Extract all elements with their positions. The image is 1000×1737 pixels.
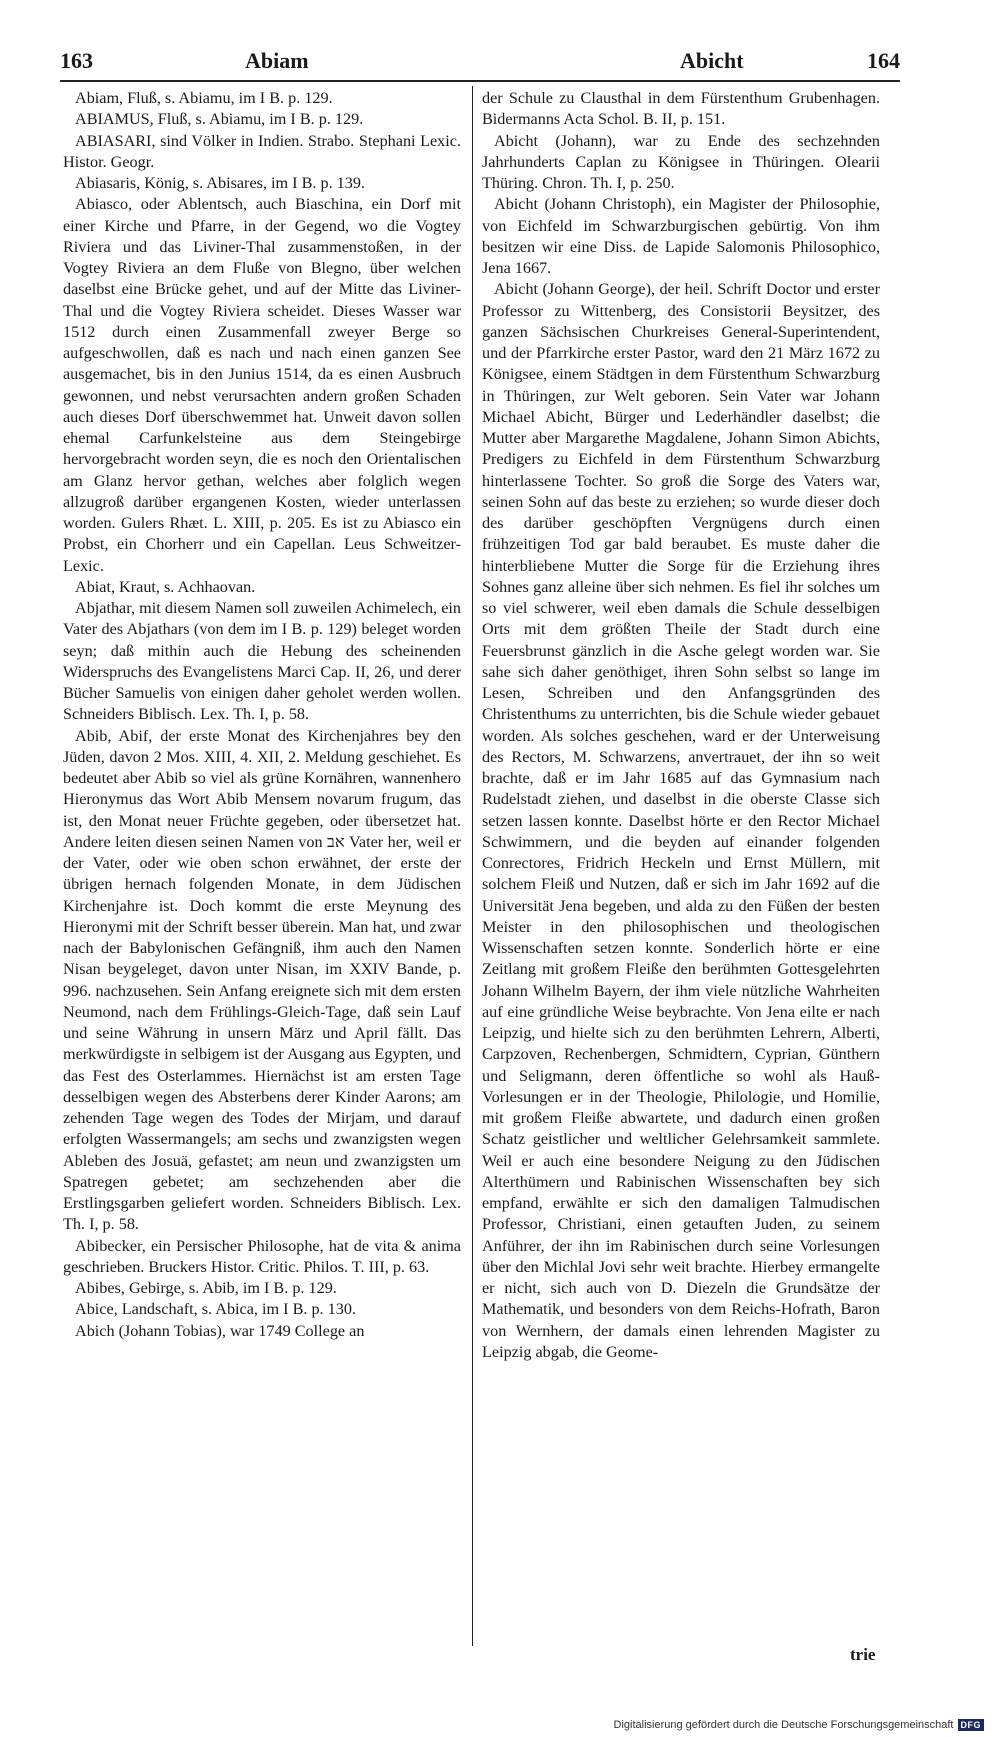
entry-abiasco: Abiasco, oder Ablentsch, auch Biaschina, ein Dorf mit einer Kirche und Pfarre, in der Gegend, wo die Vogtey Riviera und das Liviner-Thal zusammenstoßen, in der Vogtey Riviera an dem Fluße von Blegno, über welchen daselbst eine Brücke gehet, und auf der Mitte das Liviner-Thal und die Vogtey Riviera scheidet. Dieses Wasser war 1512 durch einen Zusammenfall zweyer Berge so aufgeschwollen, daß es nach und nach einen ganzen See ausgemachet, bis in den Junius 1514, da es einen Ausbruch gewonnen, und nebst verursachten andern großen Schaden auch dieses Dorf überschwemmet hat. Unweit davon sollen ehemal Carfunkelsteine aus dem Steingebirge hervorgebracht worden seyn, die es noch den Orientalischen am Glanz hervor gethan, welches aber folglich wegen allzugroß darüber ergangenen Kosten, wieder unterlassen worden. Gulers Rhæt. L. XIII, p. 205. Es ist zu Abiasco ein Probst, ein Chorherr und ein Capellan. Leus Schweitzer-Lexic. bbox=[63, 195, 461, 575]
entry-abib: Abib, Abif, der erste Monat des Kirchenjahres bey den Jüden, davon 2 Mos. XIII, 4. XII, 2. Meldung geschiehet. Es bedeutet aber Abib so viel als grüne Kornähren, wannenhero Hieronymus das Wort Abib Mensem novarum frugum, das ist, den Monat neuer Früchte gegeben, oder übersetzet hat. Andere leiten diesen seinen Namen von אב Vater her, weil er der Vater, oder wie oben schon erwähnet, der erste der übrigen hernach folgenden Monate, in dem Jüdischen Kirchenjahre ist. Doch kommt die erste Meynung des Hieronymi mit der Schrift besser überein. Man hat, und zwar nach der Babylonischen Gefängniß, ihm auch den Namen Nisan beygeleget, davon unter Nisan, im XXIV Bande, p. 996. nachzusehen. Sein Anfang ereignete sich mit dem ersten Neumond, nach dem Frühlings-Gleich-Tage, daß sein Lauf und seine Währung in unsern März und April fällt. Das merkwürdigste in selbigem ist der Ausgang aus Egypten, und das Fest des Osterlammes. Hiernächst ist am ersten Tage desselbigen wegen des Absterbens derer Kinder Aarons; am zehenden Tage wegen des Todes der Mirjam, und darauf erfolgten Wassermangels; am sechs und zwanzigsten wegen Ableben des Josuä, gefastet; am neun und zwanzigsten um Spatregen gebetet; am sechzehenden aber die Erstlingsgarben geliefert worden. Schneiders Biblisch. Lex. Th. I, p. 58. bbox=[63, 726, 461, 1234]
entry-abiasari: ABIASARI, sind Völker in Indien. Strabo. Stephani Lexic. Histor. Geogr. bbox=[63, 131, 461, 171]
right-headword: Abicht bbox=[680, 48, 744, 73]
left-column bbox=[63, 88, 461, 1648]
entry-abiasaris: Abiasaris, König, s. Abisares, im I B. p. 139. bbox=[75, 174, 366, 192]
right-column bbox=[482, 88, 880, 1648]
left-headword: Abiam bbox=[245, 48, 309, 73]
running-header bbox=[60, 48, 900, 78]
entry-abicht-johann-christoph: Abicht (Johann Christoph), ein Magister der Philosophie, von Eichfeld im Schwarzburgischen gebürtig. Von ihm besitzen wir eine Diss. de Lapide Salomonis Philosophico, Jena 1667. bbox=[482, 195, 880, 277]
entry-abicht-johann-george: Abicht (Johann George), der heil. Schrift Doctor und erster Professor zu Wittenberg, des Consistorii Beysitzer, des ganzen Sächsischen Churkreises General-Superintendent, und der Pfarrkirche erster Pastor, ward den 21 März 1672 zu Königsee, einem Städtgen in dem Fürstenthum Schwarzburg in Thüringen, zur Welt geboren. Sein Vater war Johann Michael Abicht, Bürger und Lederhändler daselbst; die Mutter aber Margarethe Magdalene, Johann Simon Abichts, Predigers zu Eichfeld in dem Fürstenthum Schwarzburg hinterlassene Tochter. So groß die Sorge des Vaters war, seinen Sohn auf das beste zu erziehen; so wurde dieser doch des darüber geschöpften Vergnügens durch einen frühzeitigen Tod gar bald beraubet. Es muste daher die hinterbliebene Mutter die Sorge für die Erziehung ihres Sohnes ganz alleine über sich nehmen. Es fiel ihr solches um so viel schwerer, weil eben damals die Schule desselbigen Orts mit dem größten Theile der Stadt durch eine Feuersbrunst gänzlich in die Asche gelegt worden war. Sie sahe sich daher genöthiget, ihren Sohn selbst so lange im Lesen, Schreiben und den Anfangsgründen des Christenthums zu unterrichten, bis die Schule wieder gebauet worden. Als solches geschehen, ward er der Unterweisung des Rectors, M. Schwarzens, anvertrauet, der ihn so weit brachte, daß er im Jahr 1685 auf das Gymnasium nach Rudelstadt ziehen, und daselbst in die oberste Classe sich setzen lassen konnte. Daselbst hörte er den Rector Michael Schwimmern, und die beyden auf einander folgenden Conrectores, Fridrich Heckeln und Ernst Müllern, mit solchem Fleiß und Nutzen, daß er sich im Jahr 1692 auf die Universität Jena begeben, und alda zu den Füßen der besten Meister in den philosophischen und theologischen Wissenschaften setzen konnte. Sonderlich hörte er eine Zeitlang mit großem Fleiße den berühmten Gottesgelehrten Johann Wilhelm Bayern, der ihm viele nützliche Wahrheiten auf eine gründliche Weise beybrachte. Von Jena eilte er nach Leipzig, und hielte sich zu den berühmten Lehrern, Alberti, Carpzoven, Rechenbergen, Schmidtern, Cyprian, Günthern und Seligmann, deren öffentliche so wohl als Hauß-Vorlesungen er in der Theologie, Philologie, und Homilie, mit großem Fleiße abwartete, und dadurch einen großen Schatz geistlicher und weltlicher Gelehrsamkeit sammlete. Weil er auch eine besondere Neigung zu den Jüdischen Alterthümern und Rabinischen Wissenschaften bey sich empfand, erwählte er sich den damaligen Talmudischen Professor, Christiani, einen getauften Juden, zu seinem Anführer, der ihn im Rabinischen durch seine Vorlesungen über den Michlal Jovi sehr weit brachte. Hierbey ermangelte er nicht, sich auch von D. Diezeln die Grundsätze der Mathematik, und besonders von dem Reichs-Hofrath, Baron von Wernhern, der damals einen lehrenden Magister zu Leipzig abgab, die Geome- bbox=[482, 280, 880, 1361]
entry-abich-johann-tobias: Abich (Johann Tobias), war 1749 College an bbox=[75, 1321, 365, 1340]
left-page-number: 163 bbox=[60, 48, 93, 73]
entry-abjathar: Abjathar, mit diesem Namen soll zuweilen Achimelech, ein Vater des Abjathars (von dem im I B. p. 129) beleget worden seyn; daß mithin auch die Hebung des scheinenden Widerspruchs des Evangelistens Marci Cap. II, 26, und derer Bücher Samuelis von einigen daher geholet werden wollen. Schneiders Biblisch. Lex. Th. I, p. 58. bbox=[63, 599, 461, 724]
dfg-logo: DFG bbox=[958, 1719, 985, 1731]
entry-abich-continued: der Schule zu Clausthal in dem Fürstenthum Grubenhagen. Bidermanns Acta Schol. B. II, p. 151. bbox=[482, 89, 880, 129]
entry-abiamus: ABIAMUS, Fluß, s. Abiamu, im I B. p. 129. bbox=[75, 110, 364, 129]
catchword: trie bbox=[850, 1645, 876, 1664]
right-page-number: 164 bbox=[867, 48, 900, 73]
entry-abice: Abice, Landschaft, s. Abica, im I B. p. 130. bbox=[75, 1300, 356, 1319]
column-divider bbox=[472, 86, 473, 1646]
entry-abicht-johann: Abicht (Johann), war zu Ende des sechzehnden Jahrhunderts Caplan zu Königsee in Thüringen. Olearii Thüring. Chron. Th. I, p. 250. bbox=[482, 131, 880, 192]
footer-text: Digitalisierung gefördert durch die Deutsche Forschungsgemeinschaft bbox=[613, 1719, 954, 1731]
entry-abibecker: Abibecker, ein Persischer Philosophe, hat de vita & anima geschrieben. Bruckers Histor. Critic. Philos. T. III, p. 63. bbox=[63, 1236, 461, 1276]
entry-abibes: Abibes, Gebirge, s. Abib, im I B. p. 129. bbox=[75, 1279, 337, 1297]
entry-abiam: Abiam, Fluß, s. Abiamu, im I B. p. 129. bbox=[75, 89, 333, 107]
entry-abiat: Abiat, Kraut, s. Achhaovan. bbox=[75, 577, 256, 596]
header-rule bbox=[60, 80, 900, 82]
digitization-footer bbox=[614, 1719, 984, 1731]
